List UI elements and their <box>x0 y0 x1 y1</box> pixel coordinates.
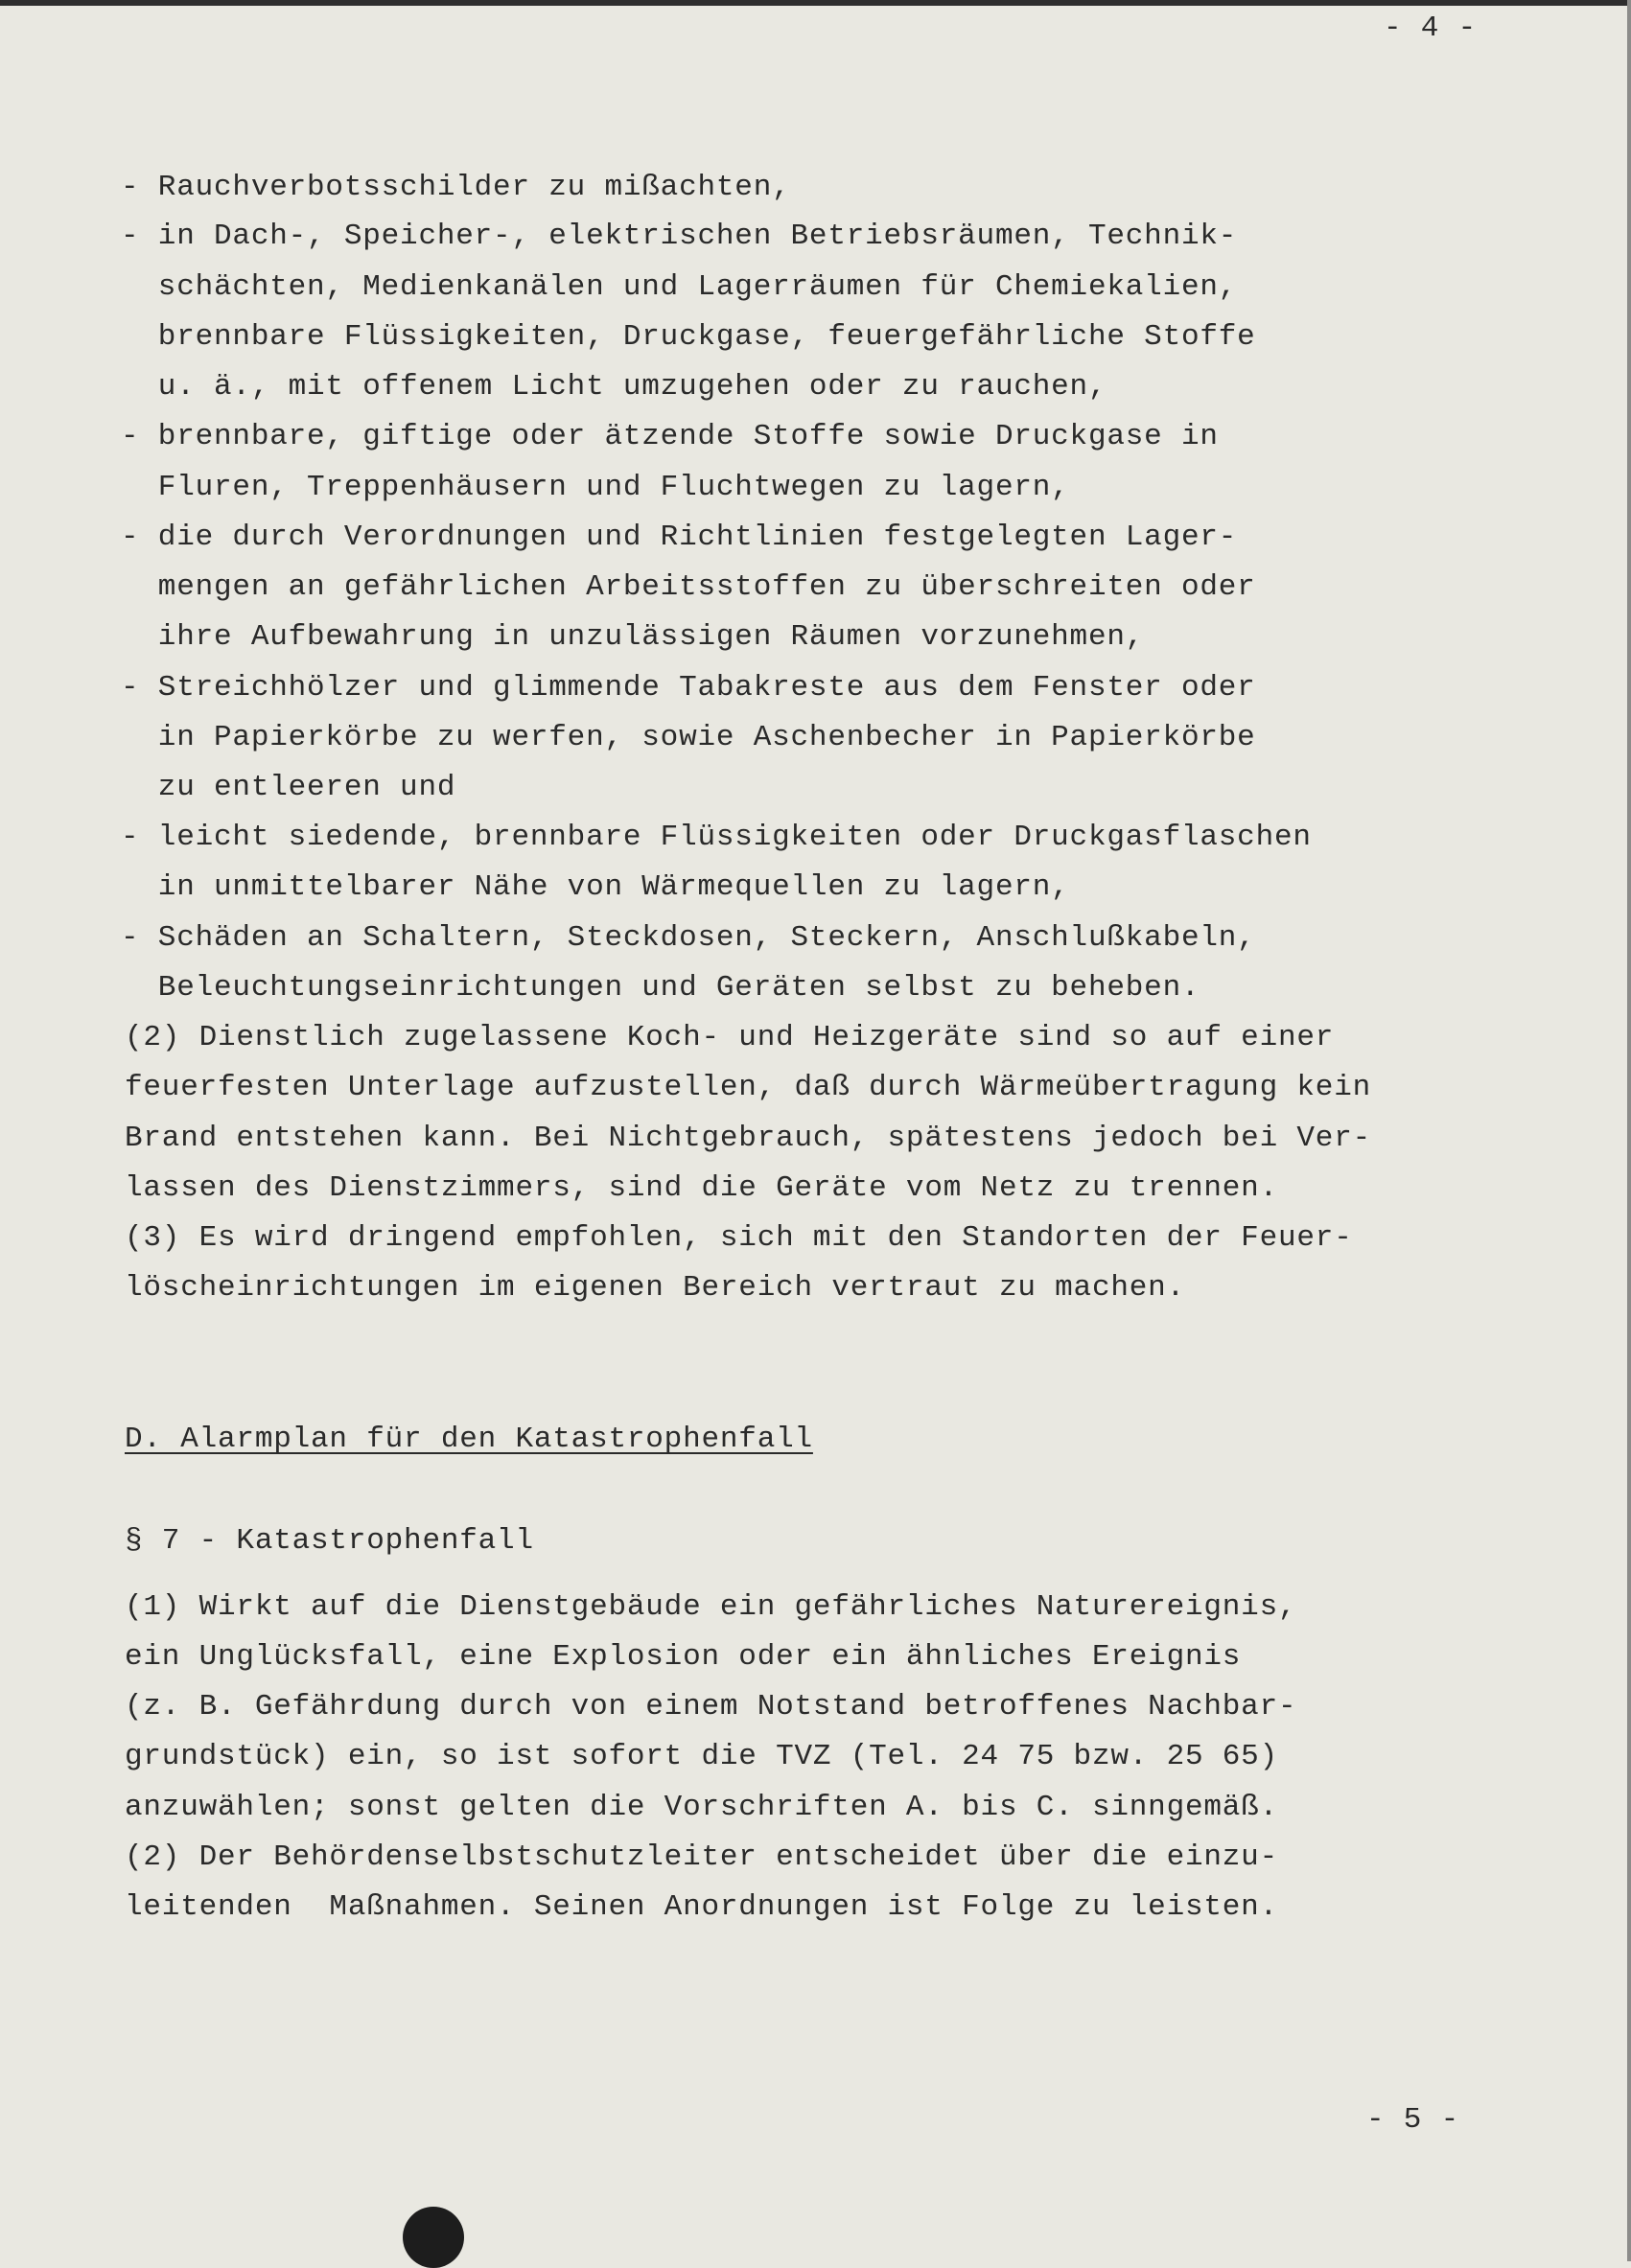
list-line: Fluren, Treppenhäusern und Fluchtwegen zu lagern, <box>121 471 1070 504</box>
list-line: - Streichhölzer und glimmende Tabakreste aus dem Fenster oder <box>121 671 1256 705</box>
paragraph-line: (3) Es wird dringend empfohlen, sich mit den Standorten der Feuer- <box>125 1221 1353 1255</box>
paragraph-line: (2) Dienstlich zugelassene Koch- und Heizgeräte sind so auf einer <box>125 1021 1335 1054</box>
list-line: - die durch Verordnungen und Richtlinien festgelegten Lager- <box>121 521 1238 554</box>
section-line: leitenden Maßnahmen. Seinen Anordnungen ist Folge zu leisten. <box>125 1890 1278 1924</box>
page-number-top: - 4 - <box>1384 12 1478 45</box>
section-line: (1) Wirkt auf die Dienstgebäude ein gefährliches Naturereignis, <box>125 1590 1297 1624</box>
list-line: - Schäden an Schaltern, Steckdosen, Steckern, Anschlußkabeln, <box>121 921 1256 955</box>
list-line: mengen an gefährlichen Arbeitsstoffen zu überschreiten oder <box>121 570 1256 604</box>
section-line: ein Unglücksfall, eine Explosion oder ein ähnliches Ereignis <box>125 1640 1242 1674</box>
list-line: schächten, Medienkanälen und Lagerräumen für Chemiekalien, <box>121 270 1238 304</box>
list-line: zu entleeren und <box>121 771 456 804</box>
list-line: - in Dach-, Speicher-, elektrischen Betriebsräumen, Technik- <box>121 220 1238 253</box>
list-line: in Papierkörbe zu werfen, sowie Aschenbecher in Papierkörbe <box>121 721 1256 754</box>
list-line: ihre Aufbewahrung in unzulässigen Räumen vorzunehmen, <box>121 620 1145 654</box>
page-number-bottom: - 5 - <box>1366 2103 1460 2137</box>
paragraph-line: löscheinrichtungen im eigenen Bereich vertraut zu machen. <box>125 1271 1185 1305</box>
paragraph-line: Brand entstehen kann. Bei Nichtgebrauch, spätestens jedoch bei Ver- <box>125 1122 1372 1155</box>
paragraph-title: § 7 - Katastrophenfall <box>125 1524 534 1558</box>
section-line: grundstück) ein, so ist sofort die TVZ (Tel. 24 75 bzw. 25 65) <box>125 1740 1278 1773</box>
page-top-edge <box>0 0 1631 6</box>
list-line: - brennbare, giftige oder ätzende Stoffe sowie Druckgase in <box>121 420 1219 453</box>
list-line: in unmittelbarer Nähe von Wärmequellen zu lagern, <box>121 870 1070 904</box>
list-line: Beleuchtungseinrichtungen und Geräten selbst zu beheben. <box>121 971 1200 1005</box>
page-right-edge <box>1627 0 1631 2261</box>
section-line: anzuwählen; sonst gelten die Vorschriften A. bis C. sinngemäß. <box>125 1791 1278 1824</box>
list-line: u. ä., mit offenem Licht umzugehen oder zu rauchen, <box>121 370 1107 404</box>
list-line: brennbare Flüssigkeiten, Druckgase, feuergefährliche Stoffe <box>121 320 1256 354</box>
list-line: - leicht siedende, brennbare Flüssigkeiten oder Druckgasflaschen <box>121 821 1312 854</box>
paragraph-line: lassen des Dienstzimmers, sind die Geräte vom Netz zu trennen. <box>125 1171 1278 1205</box>
paragraph-line: feuerfesten Unterlage aufzustellen, daß durch Wärmeübertragung kein <box>125 1071 1372 1104</box>
punch-hole <box>403 2207 464 2268</box>
section-line: (2) Der Behördenselbstschutzleiter entscheidet über die einzu- <box>125 1840 1278 1874</box>
section-line: (z. B. Gefährdung durch von einem Notstand betroffenes Nachbar- <box>125 1690 1297 1724</box>
list-line: - Rauchverbotsschilder zu mißachten, <box>121 171 791 204</box>
section-heading: D. Alarmplan für den Katastrophenfall <box>125 1423 813 1456</box>
